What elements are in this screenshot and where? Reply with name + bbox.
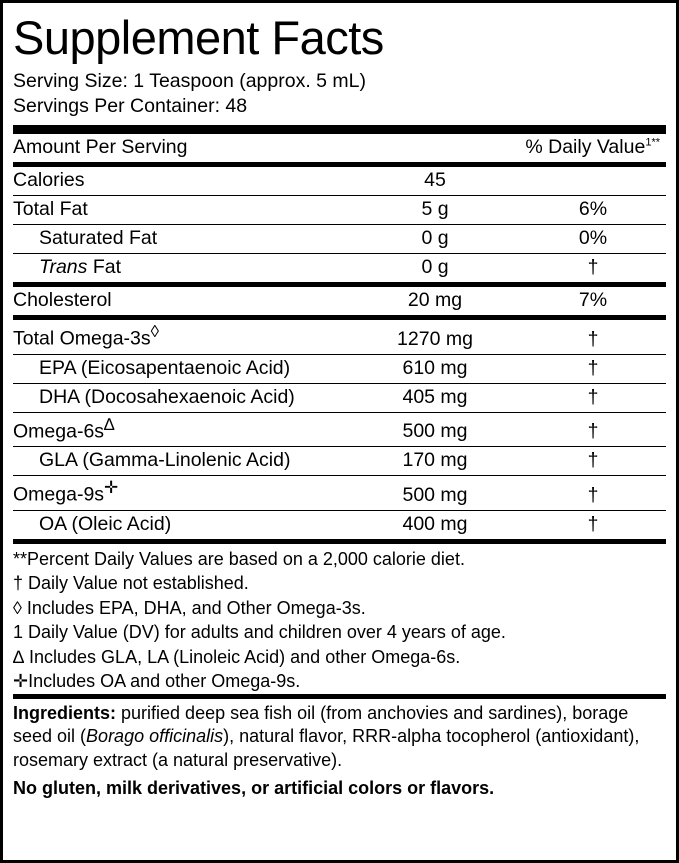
- nutrient-name: GLA (Gamma-Linolenic Acid): [13, 447, 350, 476]
- footnote-item: **Percent Daily Values are based on a 2,000 calorie diet.: [13, 548, 465, 569]
- table-row: [13, 165, 666, 196]
- table-row: [13, 354, 666, 383]
- nutrient-amount: 20 mg: [350, 285, 520, 318]
- nutrient-name: OA (Oleic Acid): [13, 510, 350, 541]
- nutrient-amount: 1270 mg: [350, 318, 520, 355]
- nutrient-dv: †: [520, 510, 666, 541]
- nutrient-name: Total Fat: [13, 196, 350, 225]
- nutrient-name: Cholesterol: [13, 285, 350, 318]
- nutrient-name: [13, 412, 350, 447]
- nutrient-symbol: ✛: [104, 478, 119, 497]
- footnotes: [13, 544, 666, 694]
- header-daily-value-sup1: 1: [645, 136, 652, 149]
- table-row: [13, 510, 666, 541]
- nutrient-name: Calories: [13, 165, 350, 196]
- table-row: [13, 225, 666, 254]
- nutrient-amount: 500 mg: [350, 412, 520, 447]
- nutrient-dv: 6%: [520, 196, 666, 225]
- ingredients-part-2: ), natural flavor, RRR-alpha tocopherol (antioxidant), rosemary extract (a natural preservative).: [13, 726, 640, 770]
- nutrition-table: [13, 134, 666, 544]
- footnote-item: ✛Includes OA and other Omega-9s.: [13, 671, 301, 691]
- nutrient-dv: †: [520, 318, 666, 355]
- ingredients-part-1: purified deep sea fish oil (from anchovies and sardines), borage seed oil (: [13, 702, 629, 746]
- nutrient-amount: 610 mg: [350, 354, 520, 383]
- ingredients-latin-name: Borago officinalis: [86, 726, 224, 746]
- nutrient-amount: 400 mg: [350, 510, 520, 541]
- nutrient-dv: 7%: [520, 285, 666, 318]
- nutrient-dv: †: [520, 476, 666, 511]
- header-daily-value-text: % Daily Value: [525, 136, 646, 158]
- nutrient-dv: 0%: [520, 225, 666, 254]
- nutrient-name: EPA (Eicosapentaenoic Acid): [13, 354, 350, 383]
- nutrient-dv: †: [520, 254, 666, 285]
- table-row: [13, 412, 666, 447]
- nutrient-amount: 5 g: [350, 196, 520, 225]
- footnote-item: 1 Daily Value (DV) for adults and children over 4 years of age.: [13, 622, 506, 642]
- nutrient-symbol: ◊: [150, 322, 160, 341]
- table-row: [13, 254, 666, 285]
- table-row: [13, 318, 666, 355]
- footnote-item: ◊ Includes EPA, DHA, and Other Omega-3s.: [13, 597, 366, 618]
- divider-thick-top: [13, 125, 666, 134]
- table-row: [13, 383, 666, 412]
- footnote-item: ∆ Includes GLA, LA (Linoleic Acid) and other Omega-6s.: [13, 646, 461, 667]
- nutrient-name-text: Total Omega-3s: [13, 327, 151, 350]
- nutrient-amount: 500 mg: [350, 476, 520, 511]
- nutrient-symbol: ∆: [104, 414, 115, 434]
- nutrient-dv: [520, 165, 666, 196]
- ingredients-text: [13, 699, 666, 773]
- nutrient-name-italic: Trans: [39, 256, 88, 278]
- header-amount-per-serving: Amount Per Serving: [13, 134, 350, 165]
- table-row: [13, 447, 666, 476]
- allergen-statement: No gluten, milk derivatives, or artificial colors or flavors.: [13, 778, 495, 798]
- nutrient-amount: 45: [350, 165, 520, 196]
- footnote-item: † Daily Value not established.: [13, 573, 249, 593]
- nutrient-dv: †: [520, 354, 666, 383]
- nutrient-name: Saturated Fat: [13, 225, 350, 254]
- table-header-row: [13, 134, 666, 165]
- page-title: Supplement Facts: [13, 11, 384, 64]
- table-row: [13, 285, 666, 318]
- nutrient-name: [13, 318, 350, 355]
- nutrient-name: Trans Fat: [13, 254, 350, 285]
- nutrient-name: DHA (Docosahexaenoic Acid): [13, 383, 350, 412]
- ingredients-label: Ingredients:: [13, 702, 117, 723]
- nutrient-dv: †: [520, 447, 666, 476]
- nutrient-amount: 0 g: [350, 225, 520, 254]
- header-amount-spacer: [350, 134, 520, 165]
- nutrient-amount: 0 g: [350, 254, 520, 285]
- nutrition-table-body: [13, 134, 666, 541]
- nutrient-name-text: Omega-9s: [13, 483, 105, 506]
- header-daily-value: [520, 134, 666, 165]
- nutrient-amount: 405 mg: [350, 383, 520, 412]
- nutrient-name: [13, 476, 350, 511]
- nutrient-amount: 170 mg: [350, 447, 520, 476]
- nutrient-name-text: Omega-6s: [13, 420, 105, 442]
- nutrient-dv: †: [520, 383, 666, 412]
- header-daily-value-sup2: **: [651, 136, 660, 149]
- table-row: [13, 476, 666, 511]
- table-row: [13, 196, 666, 225]
- serving-size: Serving Size: 1 Teaspoon (approx. 5 mL): [13, 70, 366, 92]
- nutrient-dv: †: [520, 412, 666, 447]
- servings-per-container: Servings Per Container: 48: [13, 95, 248, 117]
